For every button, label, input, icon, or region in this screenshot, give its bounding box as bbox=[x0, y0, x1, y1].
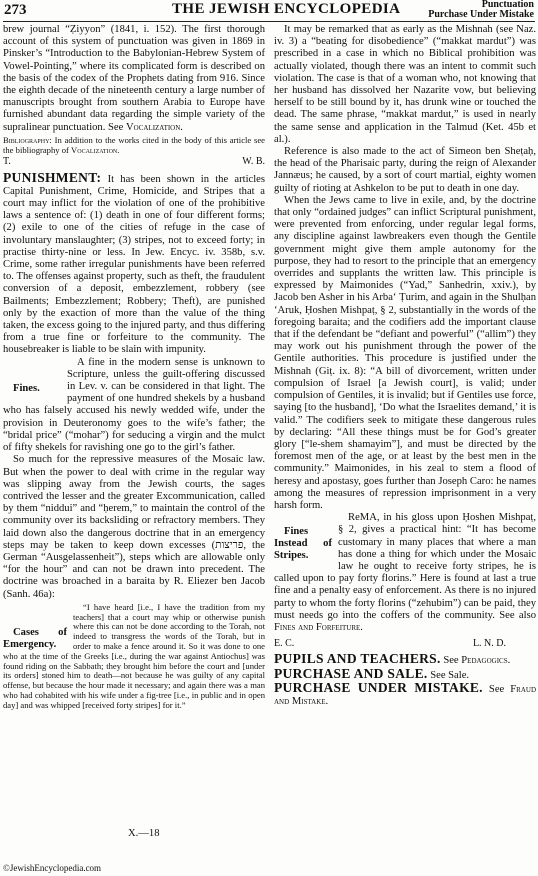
link-fraud-mistake[interactable]: Fraud and Mistake. bbox=[274, 683, 537, 707]
punishment-heading: PUNISHMENT: bbox=[3, 169, 102, 185]
journal-title: THE JEWISH ENCYCLOPEDIA bbox=[172, 1, 401, 17]
link-pedagogics[interactable]: Pedagogics. bbox=[461, 655, 511, 667]
header-rule bbox=[3, 21, 535, 22]
signature-mark: X.—18 bbox=[128, 828, 160, 839]
site-credit[interactable]: ©JewishEncyclopedia.com bbox=[3, 863, 102, 873]
page-number: 273 bbox=[4, 2, 27, 18]
signature-line: T. W. B. bbox=[3, 156, 265, 168]
fine-paragraph: Fines. A fine in the modern sense is unknown to Scripture, unless the guilt-offering discussed in Lev. v. can be considered in that light. The payment of one hundred shekels by a husband who has falsely accused his newly wedded wife, under the provision in Deuteronomy goes to the wife’s father; the “bridal price” (“mohar”) for seducing a virgin and the mulct of fifty shekels for ravishing one go to the girl’s father. bbox=[3, 356, 265, 454]
running-head bbox=[428, 0, 534, 20]
margin-note-fines-stripes: Fines Instead of Stripes. bbox=[274, 526, 332, 562]
right-signature-line: E. C. L. N. D. bbox=[274, 638, 506, 650]
link-sale[interactable]: See Sale. bbox=[430, 669, 470, 681]
running-head-bottom: Purchase Under Mistake bbox=[428, 9, 534, 20]
link-fines-forfeiture[interactable]: Fines and Forfeiture. bbox=[274, 621, 363, 633]
page-header bbox=[0, 0, 538, 22]
entry-pupils-teachers: PUPILS AND TEACHERS. See Pedagogics. bbox=[274, 651, 511, 667]
mosaic-paragraph: So much for the repressive measures of the Mosaic law. But when the power to deal with crime in the regular way was slipping away from the Jewish courts, the sages contrived the lesser and the greater Excommunication, called by them “niddui” and “ḥerem,” to maintain the control of the community over its backsliding or refractory members. They laid down also the dangerous doctrine that in an emergency steps may be taken to keep down excesses (פריצות, the German “Ausgelassenheit”), steps which are allowable only “for the hour” and can not be drawn into precedent. The doctrine was broached in a baraita by R. Eliezer ben Jacob (Sanh. 46a): bbox=[3, 454, 265, 600]
right-column bbox=[274, 24, 536, 708]
left-paragraph-1: brew journal “Ẓiyyon” (1841, i. 152). The first thorough account of this system of punctuation was given in 1869 in Pinsker’s “Introduction to the Babylonian-Hebrew System of Vowel-Pointing,” where its complicated form is described on the basis of the codex of the Prophets dating from 916. Since the eighth decade of the nineteenth century a large number of manuscripts brought from southern Arabia to Europe have furnished abundant data regarding the simple variety of the supralinear punctuation. See Vocalization. bbox=[3, 24, 265, 133]
margin-note-fines: Fines. bbox=[13, 382, 40, 394]
running-head-top: Punctuation bbox=[481, 0, 534, 10]
right-paragraph-3: When the Jews came to live in exile, and, by the doctrine that only “ordained judges” can inflict Scriptural punishment, were prevented from enforcing, under regular legal forms, any discipline against lawbreakers even though the Gentile government might give them ample autonomy for the purpose, they had to resort to the principle that an emergency overrides and supplants the written law. This principle is expressed by Maimonides (“Yad,” Sanhedrin, xxiv.), by Jacob ben Asher in his Arba‘ Ṭurim, and again in the Shulḥan ‘Aruk, Ḥoshen Mishpaṭ, § 2, substantially in the words of the foregoing baraita; and the codifiers add the important clause that if the defendant be “defiant and powerful” (“allim”) they may work out his punishment through the power of the Gentile authorities. This procedure is justified under the Mishnah (Giṭ. ix. 8): “A bill of divorcement, written under compulsion of Israel [a Jewish court], is valid; under compulsion of Gentiles, it is invalid; but if Gentiles use force, saying [to the husband], ‘Do what the Israelites demand,’ it is valid.” The codifiers seek to mitigate these dangerous rules by declaring: “All these things must be for God’s greater glory [“le-shem shamayim”], and must be directed by the foremost men of the age, or at least by the best men in the community.” Maimonides, in his zeal to stem a flood of heresy and apostasy, goes further than Joseph Caro: he names among the measures of repression imprisonment in a very harsh form. bbox=[274, 194, 536, 511]
left-column bbox=[3, 24, 265, 711]
right-paragraph-2: Reference is also made to the act of Simeon ben Sheṭaḥ, the head of the Pharisaic party, during the reign of Alexander Jannæus; he caused, by a sort of court martial, eighty women guilty of rioting at Ashkelon to be put to death in one day. bbox=[274, 146, 536, 194]
entry-purchase-sale: PURCHASE AND SALE. See Sale. bbox=[274, 665, 470, 681]
punishment-article: PUNISHMENT: It has been shown in the articles Capital Punishment, Crime, Homicide, and Stripes that a court may inflict for the violation of one of the prohibitive laws a sentence of: (1) death in one of four different forms; (2) exile to one of the cities of refuge in the case of involuntary manslaughter; (3) stripes, not to exceed forty; in practise thirty-nine or less. In Jew. Encyc. iv. 358b, s.v. Crime, some rather irregular punishments have been referred to. The offenses against property, such as theft, the fraudulent conversion of a deposit, embezzlement, robbery (see Bailments; Embezzlement; Robbery; Theft), are punished only by the exaction of more than the value of the thing taken, the excess going to the injured party, and thus differing from a true fine or forfeiture to the community. The housebreaker is liable to be slain with impunity. bbox=[3, 169, 265, 356]
right-paragraph-4: Fines Instead of Stripes. ReMA, in his gloss upon Ḥoshen Mishpaṭ, § 2, gives a practical hint: “It has become customary in many places that where a man has done a thing for which under the Mosaic law he ought to receive forty stripes, he is called upon to pay forty florins.” Here is found at last a true fine and a penalty easy of enforcement. As there is no injured party to whom the forty florins (“zehubim”) can be paid, they must needs go into the coffers of the community. See also Fines and Forfeiture. bbox=[274, 512, 536, 633]
entry-purchase-mistake: PURCHASE UNDER MISTAKE. See Fraud and Mistake. bbox=[274, 679, 537, 707]
bibliography: Bibliography: In addition to the works cited in the body of this article see the bibliography of Vocalization. bbox=[3, 134, 265, 155]
baraita-quote: Cases of Emergency. “I have heard [i.e., I have the tradition from my teachers] that a court may whip or otherwise punish where this can not be done according to the Torah, not indeed to transgress the words of the Torah, but in order to make a fence around it. So it was done to one who at the time of the Greeks [i.e., during the war against Antiochus] was found riding on the Sabbath; they brought him before the court and [under its orders] stoned him to death—not because he was guilty of any capital offense, but because the hour made it necessary; and again there was a man who had cohabited with his wife under a fig-tree [i.e., in public and in open day] and was whipped [received forty stripes] for it.” bbox=[3, 601, 265, 710]
link-bib-vocalization[interactable]: Vocalization. bbox=[71, 144, 120, 155]
link-vocalization[interactable]: Vocalization. bbox=[125, 121, 183, 133]
margin-note-cases: Cases of Emergency. bbox=[3, 626, 67, 650]
right-paragraph-1: It may be remarked that as early as the Mishnah (see Naz. iv. 3) a “beating for disobedience” (“makkat mardut”) was prescribed in a case in which no Biblical prohibition was actually violated, though there was an intent to commit such violation. The case is that of a woman who, not knowing that her husband has dissolved her Nazarite vow, but believing herself to be still bound by it, has drunk wine or touched the dead. The same phrase, “makkat mardut,” is used in nearly the same sense and application in the Talmud (Ket. 45b et al.). bbox=[274, 24, 536, 145]
